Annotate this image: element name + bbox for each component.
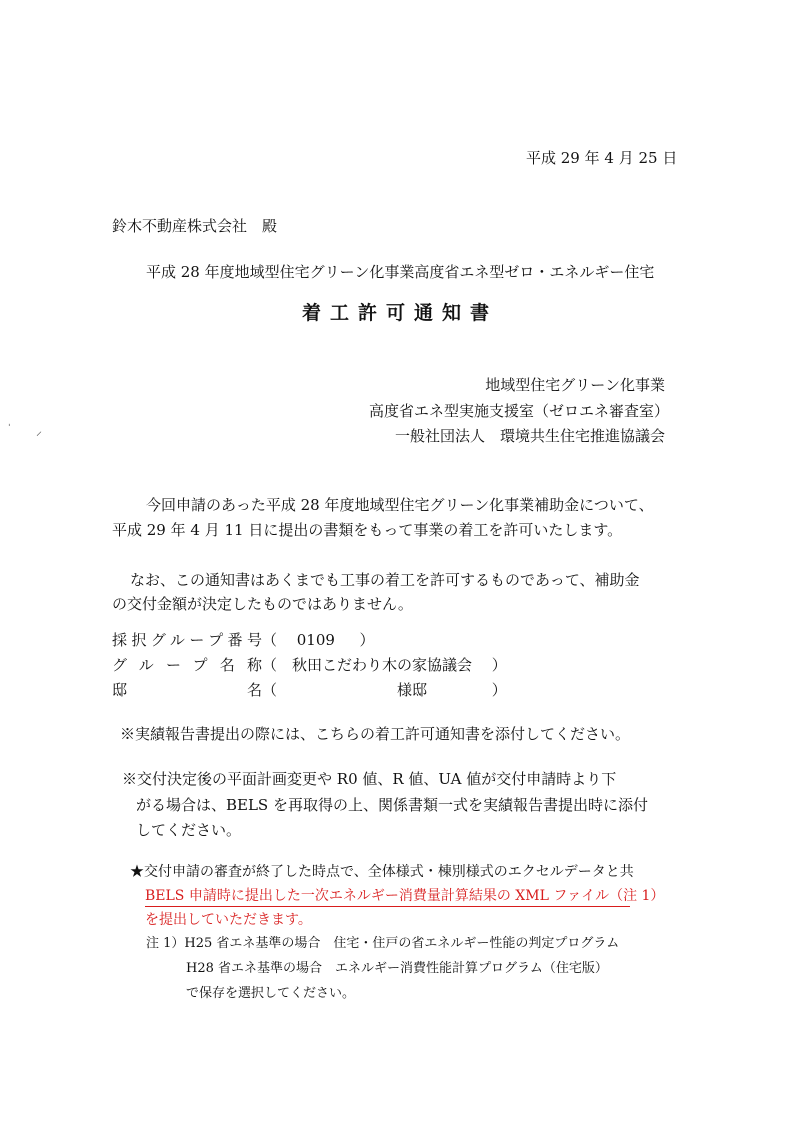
body-paragraph-2-line-1: なお、この通知書はあくまでも工事の着工を許可するものであって、補助金 [130, 571, 640, 589]
note-report-attachment: ※実績報告書提出の際には、こちらの着工許可通知書を添付してください。 [120, 725, 631, 743]
field-value: （ 秋田こだわり木の家協議会 ） [262, 656, 507, 674]
red-underline [145, 906, 630, 907]
document-date: 平成 29 年 4 月 25 日 [526, 149, 678, 167]
body-paragraph-2-line-2: の交付金額が決定したものではありません。 [112, 595, 413, 613]
red-note-line-1: BELS 申請時に提出した一次エネルギー消費量計算結果の XML ファイル（注 1） [145, 888, 665, 904]
body-paragraph-1-line-2: 平成 29 年 4 月 11 日に提出の書類をもって事業の着工を許可いたします。 [112, 521, 623, 539]
star-note: ★交付申請の審査が終了した時点で、全体様式・棟別様式のエクセルデータと共 [130, 864, 634, 880]
addressee: 鈴木不動産株式会社 殿 [112, 217, 278, 235]
field-label: 採択グループ番号 [112, 631, 262, 649]
field-residence [112, 680, 507, 700]
field-group-name [112, 655, 507, 675]
footnote-line-1: 注 1）H25 省エネ基準の場合 住宅・住戸の省エネルギー性能の判定プログラム [146, 936, 620, 951]
field-value: （ 0109 ） [262, 631, 375, 649]
field-value: （ 様邸 ） [262, 681, 507, 699]
footnote-line-3: で保存を選択してください。 [186, 986, 356, 1001]
issuer-line-3: 一般社団法人 環境共生住宅推進協議会 [394, 427, 665, 445]
field-label: 邸名 [112, 681, 262, 699]
note-plan-change-line-1: ※交付決定後の平面計画変更や R0 値、R 値、UA 値が交付申請時より下 [122, 770, 617, 788]
field-group-number [112, 630, 374, 650]
body-paragraph-1-line-1: 今回申請のあった平成 28 年度地域型住宅グリーン化事業補助金について、 [146, 496, 654, 514]
scan-speck: ˈ [8, 424, 11, 434]
field-label: グループ名称 [112, 656, 262, 674]
note-plan-change-line-2: がる場合は、BELS を再取得の上、関係書類一式を実績報告書提出時に添付 [136, 796, 648, 814]
scan-speck: ⸝ [36, 424, 43, 438]
issuer-line-1: 地域型住宅グリーン化事業 [485, 376, 665, 394]
footnote-line-2: H28 省エネ基準の場合 エネルギー消費性能計算プログラム（住宅版） [186, 961, 608, 976]
note-plan-change-line-3: してください。 [136, 821, 242, 839]
document-title: 着工許可通知書 [301, 302, 498, 324]
red-note-line-2: を提出していただきます。 [145, 912, 312, 928]
issuer-line-2: 高度省エネ型実施支援室（ゼロエネ審査室） [368, 402, 669, 420]
project-name: 平成 28 年度地域型住宅グリーン化事業高度省エネ型ゼロ・エネルギー住宅 [146, 263, 655, 281]
